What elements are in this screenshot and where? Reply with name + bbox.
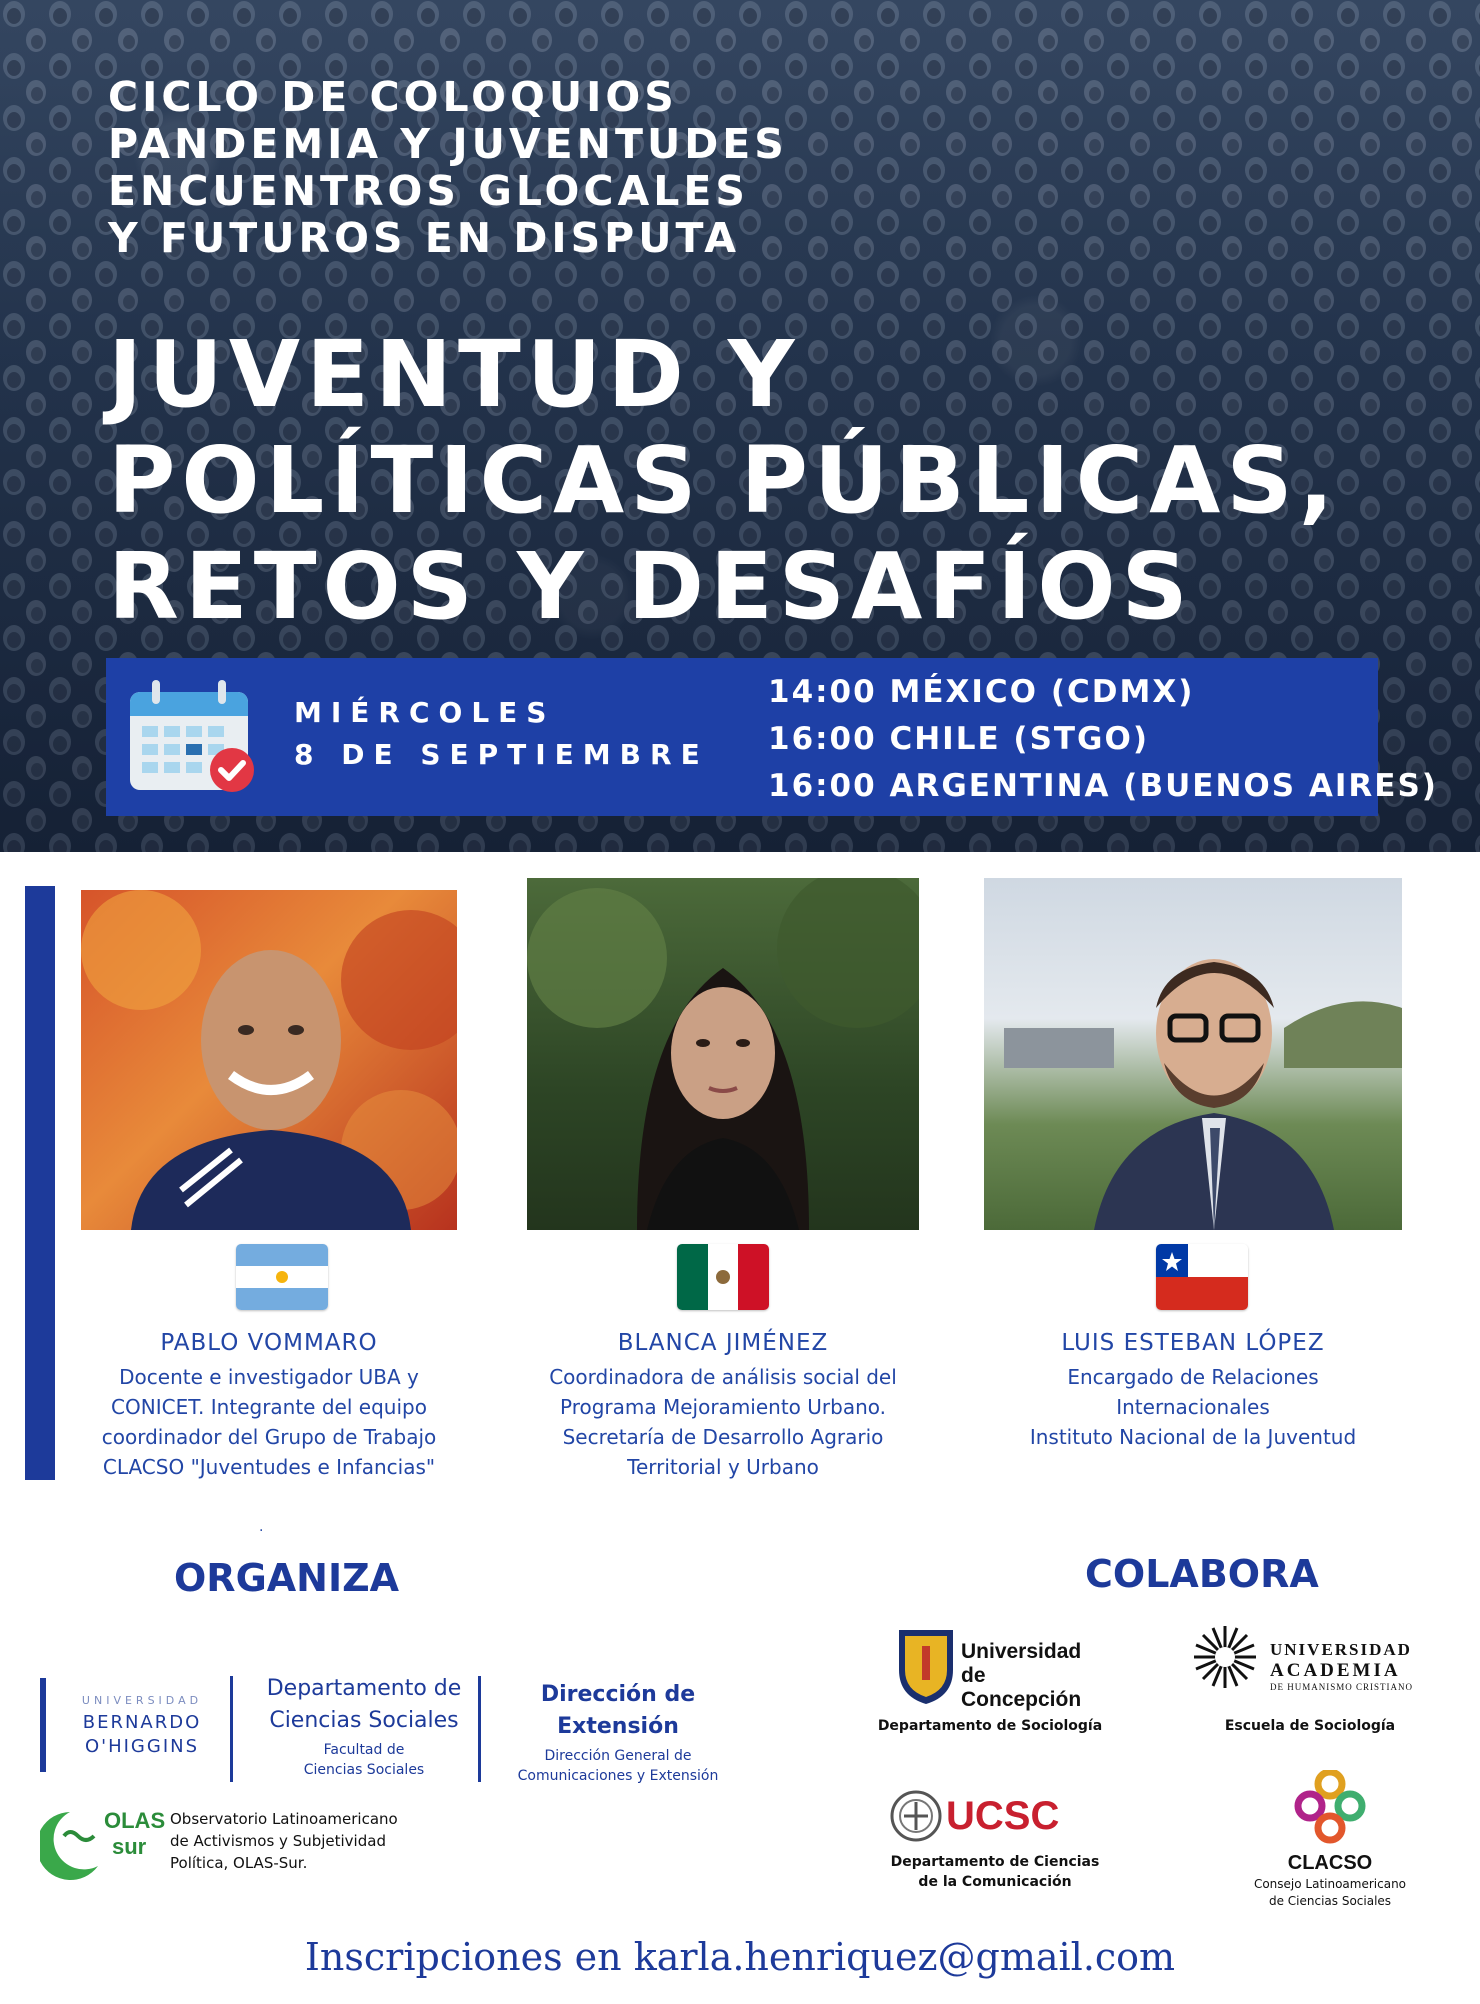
role-line: CLACSO "Juventudes e Infancias"	[102, 1455, 436, 1479]
role-line: Programa Mejoramiento Urbano.	[559, 1395, 886, 1419]
role-line: CONICET. Integrante del equipo	[111, 1395, 427, 1419]
ext-line1: Dirección de	[540, 1682, 696, 1707]
speaker-role	[507, 1362, 939, 1482]
ucsc-caption	[860, 1852, 1130, 1892]
role-line: Coordinadora de análisis social del	[549, 1365, 897, 1389]
uoh-name1: BERNARDO	[82, 1712, 202, 1733]
ucsc-caption-line: Departamento de Ciencias	[890, 1854, 1100, 1870]
event-title	[108, 322, 1408, 640]
event-date: 8 DE SEPTIEMBRE	[294, 738, 709, 771]
speaker-role	[61, 1362, 477, 1482]
uoh-name2: O'HIGGINS	[84, 1736, 200, 1757]
divider	[478, 1676, 481, 1782]
role-line: Instituto Nacional de la Juventud	[1029, 1425, 1357, 1449]
depto-line1: Departamento de	[266, 1676, 462, 1701]
clacso-caption-line: Consejo Latinoamericano	[1253, 1877, 1407, 1891]
role-line: Docente e investigador UBA y	[119, 1365, 419, 1389]
speaker-name: LUIS ESTEBAN LÓPEZ	[1061, 1330, 1325, 1356]
speaker-role	[984, 1362, 1402, 1452]
hero-banner	[0, 0, 1480, 852]
time-argentina: 16:00 ARGENTINA (BUENOS AIRES)	[768, 768, 1438, 804]
speaker-photo-pablo	[81, 890, 457, 1230]
udec-caption: Departamento de Sociología	[877, 1718, 1103, 1734]
uoh-logo	[40, 1678, 230, 1772]
speaker-name: BLANCA JIMÉNEZ	[617, 1330, 829, 1356]
direccion-extension-logo	[498, 1682, 738, 1792]
time-mexico: 14:00 MÉXICO (CDMX)	[768, 674, 1195, 710]
clacso-caption	[1220, 1876, 1440, 1910]
accent-bar	[25, 886, 55, 1480]
title-line: RETOS Y DESAFÍOS	[108, 533, 1194, 640]
ucsc-caption-line: de la Comunicación	[918, 1874, 1072, 1890]
role-line: Internacionales	[1116, 1395, 1270, 1419]
series-line: CICLO DE COLOQUIOS	[108, 73, 678, 121]
ucsc-seal-icon	[890, 1790, 942, 1842]
speaker-name: PABLO VOMMARO	[160, 1330, 378, 1356]
registration-footer[interactable]: Inscripciones en karla.henriquez@gmail.com	[304, 1935, 1176, 1979]
date-banner	[106, 658, 1438, 816]
academia-name3: DE HUMANISMO CRISTIANO	[1270, 1682, 1414, 1692]
argentina-flag-icon	[236, 1244, 328, 1310]
depto-sub1: Facultad de	[323, 1742, 405, 1758]
ext-sub1: Dirección General de	[544, 1748, 692, 1764]
ext-line2: Extensión	[557, 1714, 679, 1739]
udec-logo	[895, 1626, 1105, 1710]
depto-sub2: Ciencias Sociales	[303, 1762, 425, 1778]
olas-word: OLAS	[104, 1808, 166, 1833]
series-line: PANDEMIA Y JUVENTUDES	[108, 120, 788, 168]
role-line: coordinador del Grupo de Trabajo	[101, 1425, 437, 1449]
academia-name1: UNIVERSIDAD	[1270, 1640, 1412, 1659]
clacso-knot-icon	[1285, 1770, 1375, 1846]
series-line: Y FUTUROS EN DISPUTA	[108, 214, 741, 262]
clacso-name: CLACSO	[1287, 1852, 1373, 1874]
mexico-flag-icon	[677, 1244, 769, 1310]
olas-line: Observatorio Latinoamericano	[170, 1810, 398, 1828]
title-line: JUVENTUD Y	[108, 321, 801, 428]
title-line: POLÍTICAS PÚBLICAS,	[108, 427, 1340, 534]
event-day: MIÉRCOLES	[294, 696, 556, 729]
series-title	[108, 74, 868, 262]
series-line: ENCUENTROS GLOCALES	[108, 167, 749, 215]
depto-line2: Ciencias Sociales	[269, 1708, 459, 1733]
udec-name2: de Concepción	[961, 1664, 1082, 1711]
academia-name2: ACADEMIA	[1270, 1660, 1401, 1681]
udec-shield-icon	[895, 1626, 957, 1706]
time-chile: 16:00 CHILE (STGO)	[768, 721, 1150, 757]
organiza-heading: ORGANIZA	[174, 1556, 400, 1600]
role-line: Territorial y Urbano	[627, 1455, 819, 1479]
academia-caption: Escuela de Sociología	[1224, 1718, 1396, 1734]
separator-dot: .	[259, 1519, 264, 1535]
udec-name1: Universidad	[961, 1640, 1082, 1663]
olas-line: de Activismos y Subjetividad	[170, 1832, 386, 1850]
speaker-photo-luis	[984, 878, 1402, 1230]
role-line: Encargado de Relaciones	[1067, 1365, 1319, 1389]
divider	[230, 1676, 233, 1782]
calendar-check-icon	[128, 678, 258, 796]
speaker-photo-blanca	[527, 878, 919, 1230]
academia-sunburst-icon	[1192, 1624, 1258, 1690]
depto-ciencias-sociales-logo	[250, 1676, 478, 1786]
chile-flag-icon	[1156, 1244, 1248, 1310]
uoh-univ: UNIVERSIDAD	[81, 1694, 203, 1707]
ucsc-name: UCSC	[946, 1794, 1060, 1838]
olas-description	[170, 1808, 398, 1874]
clacso-caption-line: de Ciencias Sociales	[1268, 1894, 1392, 1908]
olas-sur-logo	[40, 1800, 166, 1880]
olas-sur-word: sur	[112, 1834, 147, 1859]
olas-line: Política, OLAS-Sur.	[170, 1854, 308, 1872]
colabora-heading: COLABORA	[1085, 1552, 1319, 1596]
academia-logo	[1192, 1624, 1432, 1704]
role-line: Secretaría de Desarrollo Agrario	[562, 1425, 884, 1449]
ext-sub2: Comunicaciones y Extensión	[517, 1768, 719, 1784]
ucsc-logo	[890, 1790, 1110, 1846]
